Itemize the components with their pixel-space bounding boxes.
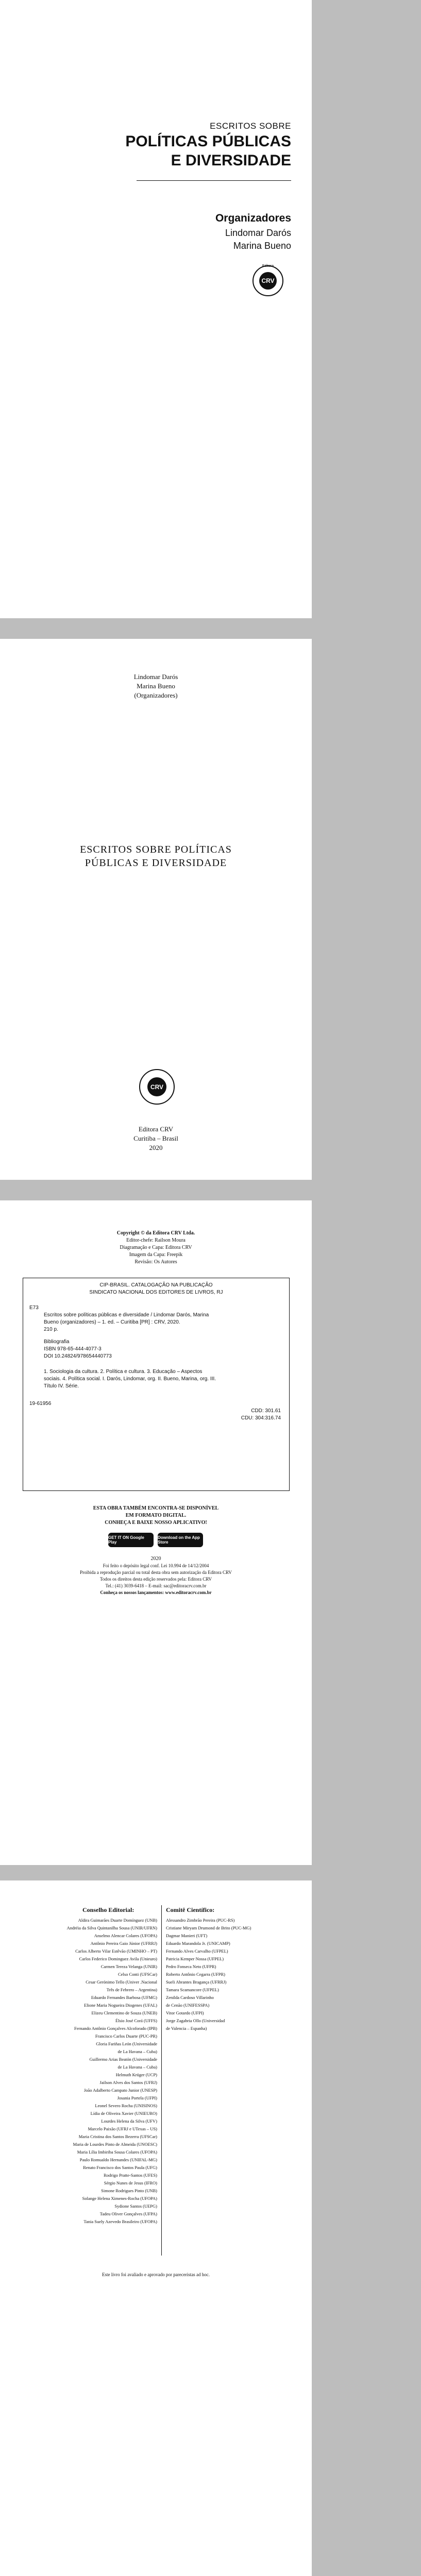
crv-logo-mark: CRV (147, 1077, 166, 1096)
editorial-member: Anselmo Alencar Colares (UFOPA) (94, 1933, 157, 1938)
editorial-member: João Adalberto Campato Junior (UNESP) (83, 2088, 157, 2093)
scientific-member: Cristiane Miryam Drumond de Brito (PUC-MG) (166, 1925, 251, 1930)
scientific-member: Eduardo Marandola Jr. (UNICAMP) (166, 1941, 230, 1946)
title-page-organizers: (Organizadores) (134, 691, 178, 699)
editorial-member: Leonel Severo Rocha (UNISINOS) (95, 2103, 157, 2108)
editorial-member: Cesar Gerónimo Tello (Univer .Nacional (86, 1979, 157, 1985)
cip-text-2: Bueno (organizadores) – 1. ed. – Curitiba [PR] : CRV, 2020. (44, 1319, 180, 1325)
editorial-member: Renato Francisco dos Santos Paula (UFG) (83, 2165, 157, 2170)
editorial-member: Josania Portela (UFPI) (117, 2095, 157, 2100)
editorial-member: Jailson Alves dos Santos (UFRJ) (99, 2080, 157, 2085)
title-page-place: Curitiba – Brasil (133, 1134, 178, 1142)
scientific-member: Zenilda Cardoso Villarinho (166, 1995, 214, 2000)
scientific-member: Jorge Zagabria Ollo (Universidad (166, 2018, 225, 2023)
app-store-badge[interactable]: Download on the App Store (158, 1533, 203, 1547)
copyright-line: Copyright © da Editora CRV Ltda. (116, 1230, 195, 1236)
title-page-year: 2020 (149, 1144, 163, 1151)
editorial-member: Celso Conti (UFSCar) (117, 1972, 157, 1977)
cover-page (0, 0, 312, 618)
editorial-member: Maria Cristina dos Santos Bezerra (UFSCar) (78, 2134, 157, 2139)
editorial-member: Simone Rodrigues Pinto (UNB) (101, 2188, 157, 2193)
cover-organizer-1: Lindomar Darós (225, 228, 291, 238)
editorial-member: Maria Lília Imbiriba Sousa Colares (UFOPA) (77, 2149, 157, 2155)
scientific-member: Sueli Abrantes Bragança (UFRRJ) (166, 1979, 227, 1985)
legal-2: Proibida a reprodução parcial ou total desta obra sem autorização da Editora CRV (80, 1570, 232, 1575)
editorial-member: Paulo Romualdo Hernandes (UNIFAL-MG) (79, 2157, 157, 2162)
editorial-member: Andréia da Silva Quintanilha Sousa (UNIR/UFRN) (66, 1925, 157, 1930)
editorial-member: Carmen Tereza Velanga (UNIR) (100, 1964, 157, 1969)
cip-catalog-box (23, 1278, 290, 1491)
cover-organizers-heading: Organizadores (215, 212, 291, 224)
legal-3: Todos os direitos desta edição reservados pela: Editora CRV (99, 1577, 212, 1582)
cip-subtitle: SINDICATO NACIONAL DOS EDITORES DE LIVROS, RJ (89, 1290, 223, 1295)
editorial-member: Tania Suely Azevedo Brasileiro (UFOPA) (83, 2219, 157, 2224)
column-divider (161, 1905, 162, 2256)
scientific-member: Vitor Gotardo (UFPI) (166, 2010, 204, 2015)
editorial-member: Carlos Alberto Vilar Estêvão (UMINHO – PT) (75, 1948, 157, 1954)
cover-divider (137, 180, 291, 181)
cover-title-line2: E DIVERSIDADE (171, 152, 291, 169)
council-footer: Este livro foi avaliado e aprovado por pareceristas ad hoc. (102, 2272, 210, 2277)
editorial-member: Guillermo Arias Beatón (Universidade (89, 2057, 157, 2062)
cip-cdu: CDU: 304:316.74 (241, 1415, 281, 1421)
legal-1: Foi feito o depósito legal conf. Lei 10.994 de 14/12/2004 (103, 1563, 209, 1568)
editor-chefe-line: Editor-chefe: Railson Moura (126, 1238, 186, 1243)
legal-5: Conheça os nossos lançamentos: www.editoracrv.com.br (100, 1590, 212, 1595)
scientific-member: Patricia Kemper Nossa (UFPEL) (166, 1956, 224, 1961)
cover-title-line1: POLÍTICAS PÚBLICAS (125, 133, 291, 150)
scientific-member: de Valencia – Espanha) (166, 2026, 207, 2031)
digital-notice-3: CONHEÇA E BAIXE NOSSO APLICATIVO! (105, 1520, 207, 1526)
cip-subject-1: 1. Sociologia da cultura. 2. Política e cultura. 3. Educação – Aspectos (44, 1369, 203, 1375)
editorial-member: Gloria Fariñas León (Universidade (96, 2041, 157, 2046)
editorial-member: Fernando Antônio Gonçalves Alcoforado (IPB) (74, 2026, 157, 2031)
diagramacao-line: Diagramação e Capa: Editora CRV (120, 1245, 192, 1250)
editorial-member: Eduardo Fernandes Barbosa (UFMG) (91, 1995, 157, 2000)
cip-title: CIP-BRASIL. CATALOGAÇÃO NA PUBLICAÇÃO (99, 1282, 213, 1288)
digital-notice-1: ESTA OBRA TAMBÉM ENCONTRA-SE DISPONÍVEL (93, 1505, 219, 1511)
cip-cdd: CDD: 301.61 (251, 1408, 281, 1414)
cip-text-1: Escritos sobre políticas públicas e diversidade / Lindomar Darós, Marina (44, 1312, 209, 1318)
title-page-author-1: Lindomar Darós (133, 673, 178, 681)
editorial-member: Maria de Lourdes Pinto de Almeida (UNOESC) (73, 2142, 157, 2147)
revisao-line: Revisão: Os Autores (134, 1259, 177, 1265)
google-play-badge[interactable]: GET IT ON Google Play (108, 1533, 154, 1547)
editorial-member: Três de Febrero – Argentina) (106, 1987, 157, 1992)
cip-subject-3: Título IV. Série. (44, 1383, 79, 1389)
editorial-member: Lourdes Helena da Silva (UFV) (101, 2119, 157, 2124)
scientific-member: Tamara Scamancore (UFPEL) (166, 1987, 219, 1992)
editorial-list (31, 1917, 157, 2226)
editorial-member: Aldira Guimarães Duarte Domínguez (UNB) (78, 1918, 157, 1923)
cip-isbn: ISBN 978-65-444-4077-3 (44, 1346, 102, 1352)
cip-doi: DOI 10.24824/978654440773 (44, 1353, 112, 1359)
editorial-member: Marcelo Paixão (UFRJ e UTexas – US) (88, 2126, 157, 2131)
title-page (0, 639, 312, 1180)
editorial-member: Antônio Pereira Gaio Júnior (UFRRJ) (90, 1941, 157, 1946)
scientific-member: Pedro Fonseca Neto (UFPR) (166, 1964, 216, 1969)
cip-code: E73 (29, 1305, 39, 1311)
editorial-member: de La Havana – Cuba) (117, 2049, 157, 2054)
editorial-member: Sydione Santos (UEPG) (114, 2204, 157, 2209)
copyright-page (0, 1200, 312, 1865)
scientific-member: de Cenão (UNIFESSPA) (166, 2003, 210, 2008)
cip-biblio: Bibliografia (44, 1339, 70, 1345)
editorial-member: Elizeu Clementino de Souza (UNEB) (91, 2010, 157, 2015)
editorial-member: Francisco Carlos Duarte (PUC-PR) (95, 2033, 157, 2039)
title-page-title-1: ESCRITOS SOBRE POLÍTICAS (80, 844, 232, 855)
editorial-heading: Conselho Editorial: (82, 1906, 134, 1913)
editorial-member: Lídia de Oliveira Xavier (UNIEURO) (90, 2111, 157, 2116)
imagem-line: Imagem da Capa: Freepik (129, 1252, 183, 1258)
scientific-member: Fernando Alves Carvalho (UFPEL) (166, 1948, 228, 1954)
scientific-list (166, 1917, 290, 2032)
cip-text-3: 210 p. (44, 1327, 58, 1332)
editorial-member: Sérgio Nunes de Jesus (IFRO) (104, 2180, 157, 2185)
editorial-member: Carlos Federico Dominguez Avila (Unieuro) (79, 1956, 157, 1961)
cover-organizer-2: Marina Bueno (233, 241, 291, 251)
crv-logo-mark: CRV (259, 272, 277, 290)
digital-notice-2: EM FORMATO DIGITAL. (125, 1513, 187, 1518)
council-page (0, 1880, 312, 2576)
scientific-member: Alessandro Zimbrão Pereira (PUC-RS) (166, 1918, 235, 1923)
cip-cat-code: 19-61956 (29, 1401, 52, 1406)
cover-series-label: ESCRITOS SOBRE (210, 121, 291, 131)
title-page-publisher: Editora CRV (138, 1125, 174, 1133)
editorial-member: Solange Helena Ximenes-Rocha (UFOPA) (82, 2196, 157, 2201)
editorial-member: de La Havana – Cuba) (117, 2064, 157, 2070)
editora-crv-logo: Editora CRV (252, 265, 283, 296)
title-page-author-2: Marina Bueno (137, 682, 175, 690)
legal-4: Tel.: (41) 3039-6418 – E-mail: sac@editoracrv.com.br (105, 1583, 207, 1588)
title-page-title-2: PÚBLICAS E DIVERSIDADE (85, 857, 227, 869)
editorial-member: Elione Maria Nogueira Diogenes (UFAL) (84, 2003, 157, 2008)
scientific-heading: Comitê Científico: (166, 1906, 215, 1913)
cip-subject-2: sociais. 4. Política social. I. Darós, Lindomar, org. II. Bueno, Marina, org. III. (44, 1376, 216, 1382)
editorial-member: Rodrigo Pratte-Santos (UFES) (104, 2173, 157, 2178)
editorial-member: Helmuth Krüger (UCP) (115, 2072, 157, 2077)
editorial-member: Tadeu Oliver Gonçalves (UFPA) (99, 2211, 157, 2216)
copyright-year: 2020 (150, 1556, 161, 1562)
editorial-member: Élsio José Corá (UFFS) (115, 2018, 157, 2023)
scientific-member: Dagmar Manieri (UFT) (166, 1933, 208, 1938)
crv-logo (139, 1069, 175, 1105)
scientific-member: Roberto Antônio Cegarra (UFPR) (166, 1972, 225, 1977)
